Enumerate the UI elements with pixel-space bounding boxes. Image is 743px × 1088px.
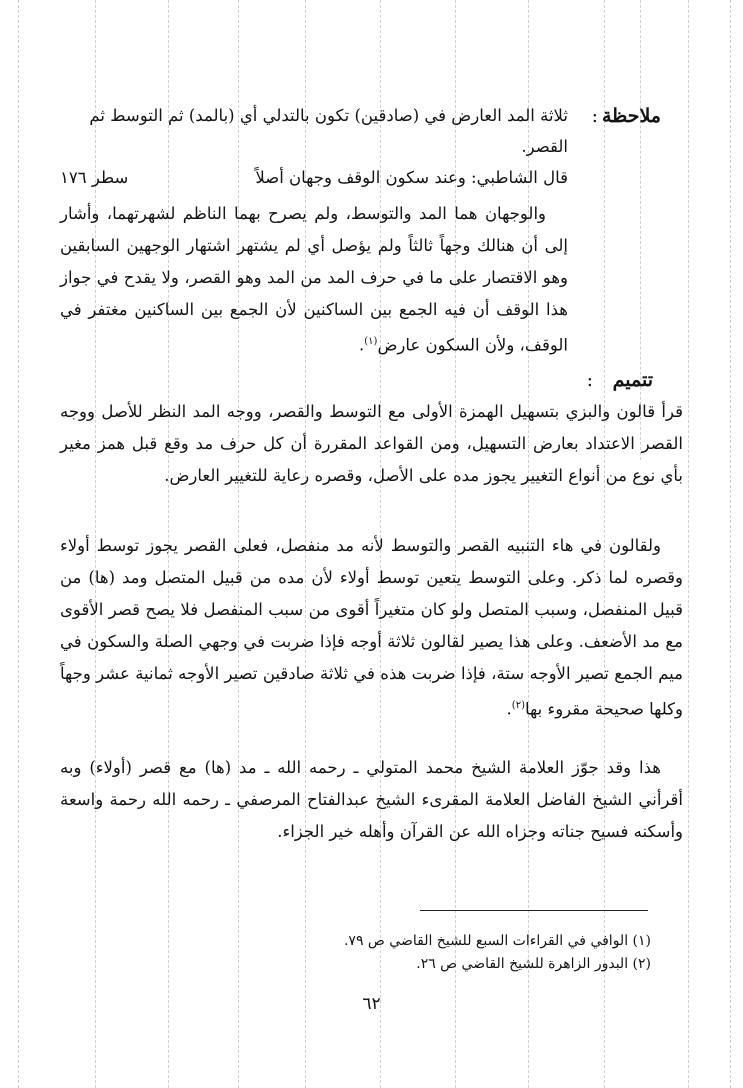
completion-label: تتميم	[612, 369, 653, 391]
completion-separator: :	[586, 369, 593, 391]
paragraph-1-end: .	[359, 335, 365, 355]
paragraph-4: هذا وقد جوّز العلامة الشيخ محمد المتولي ـ رحمه الله ـ مد (ها) مع قصر (أولاء) وبه أقرأني الشيخ الفاضل العلامة المقرىء الشيخ عبدالفتاح المرصفي ـ رحمه الله رحمة واسعة وأسكنه فسيح جناته وجزاه الله عن القرآن وأهله خير الجزاء.	[60, 758, 683, 841]
paragraph-3-end: .	[506, 699, 512, 719]
verse-label: قال الشاطبي: وعند سكون الوقف وجهان أصلاً	[255, 168, 568, 187]
footnote-rule	[420, 910, 648, 911]
note-line-2: القصر.	[521, 137, 568, 156]
paragraph-1	[60, 198, 568, 362]
footnote-ref-2: (٢)	[511, 700, 525, 711]
footnote-1: (١) الوافي في القراءات السبع للشيخ القاضي ص ٧٩.	[343, 933, 651, 949]
paragraph-3-text: ولقالون في هاء التنبيه القصر والتوسط لأنه مد منفصل، فعلى القصر يجوز توسط أولاء وقصره لما ذكر. وعلى التوسط يتعين توسط أولاء لأن مده من قبيل المتصل ومد (ها) من قبيل المنفصل، وسبب المتصل ولو كان متغيراً أقوى من سبب المنفصل فلا يصح قصر الأقوى مع مد الأضعف. وعلى هذا يصير لقالون ثلاثة أوجه فإذا ضربت في وجهي الصلة والسكون في ميم الجمع تصير الأوجه ستة، فإذا ضربت هذه في ثلاثة صادقين تصير الأوجه ثمانية عشر وجهاً وكلها صحيحة مقروء بها	[60, 536, 683, 719]
page-number: ٦٢	[362, 994, 381, 1014]
note-line-1: ثلاثة المد العارض في (صادقين) تكون بالتدلي أي (بالمد) ثم التوسط ثم	[89, 106, 568, 125]
footnote-2: (٢) البدور الزاهرة للشيخ القاضي ص ٢٦.	[416, 956, 651, 972]
footnote-ref-1: (١)	[364, 336, 378, 347]
note-label: ملاحظة	[601, 105, 661, 127]
verse-line-ref: سطر ١٧٦	[60, 168, 129, 187]
paragraph-1-text: والوجهان هما المد والتوسط، ولم يصرح بهما الناظم لشهرتهما، وأشار إلى أن هنالك وجهاً ثالثاً ولم يؤصل أي لم يشتهر اشتهار الوجهين السابقين وهو الاقتصار على ما في حرف المد من المد وهو القصر، ولا يقدح في جواز هذا الوقف أن فيه الجمع بين الساكنين لأن الجمع بين الساكنين مغتفر في الوقف، ولأن السكون عارض	[60, 204, 568, 355]
paragraph-3	[60, 530, 683, 726]
note-separator: :	[591, 105, 598, 127]
paragraph-2: قرأ قالون والبزي بتسهيل الهمزة الأولى مع التوسط والقصر، ووجه المد النظر للأصل ووجه القصر الاعتداد بعارض التسهيل، ومن القواعد المقررة أن كل حرف مد وقع قبل همز مغير بأي نوع من أنواع التغيير يجوز مده على الأصل، وقصره رعاية للتغيير العارض.	[60, 402, 683, 485]
